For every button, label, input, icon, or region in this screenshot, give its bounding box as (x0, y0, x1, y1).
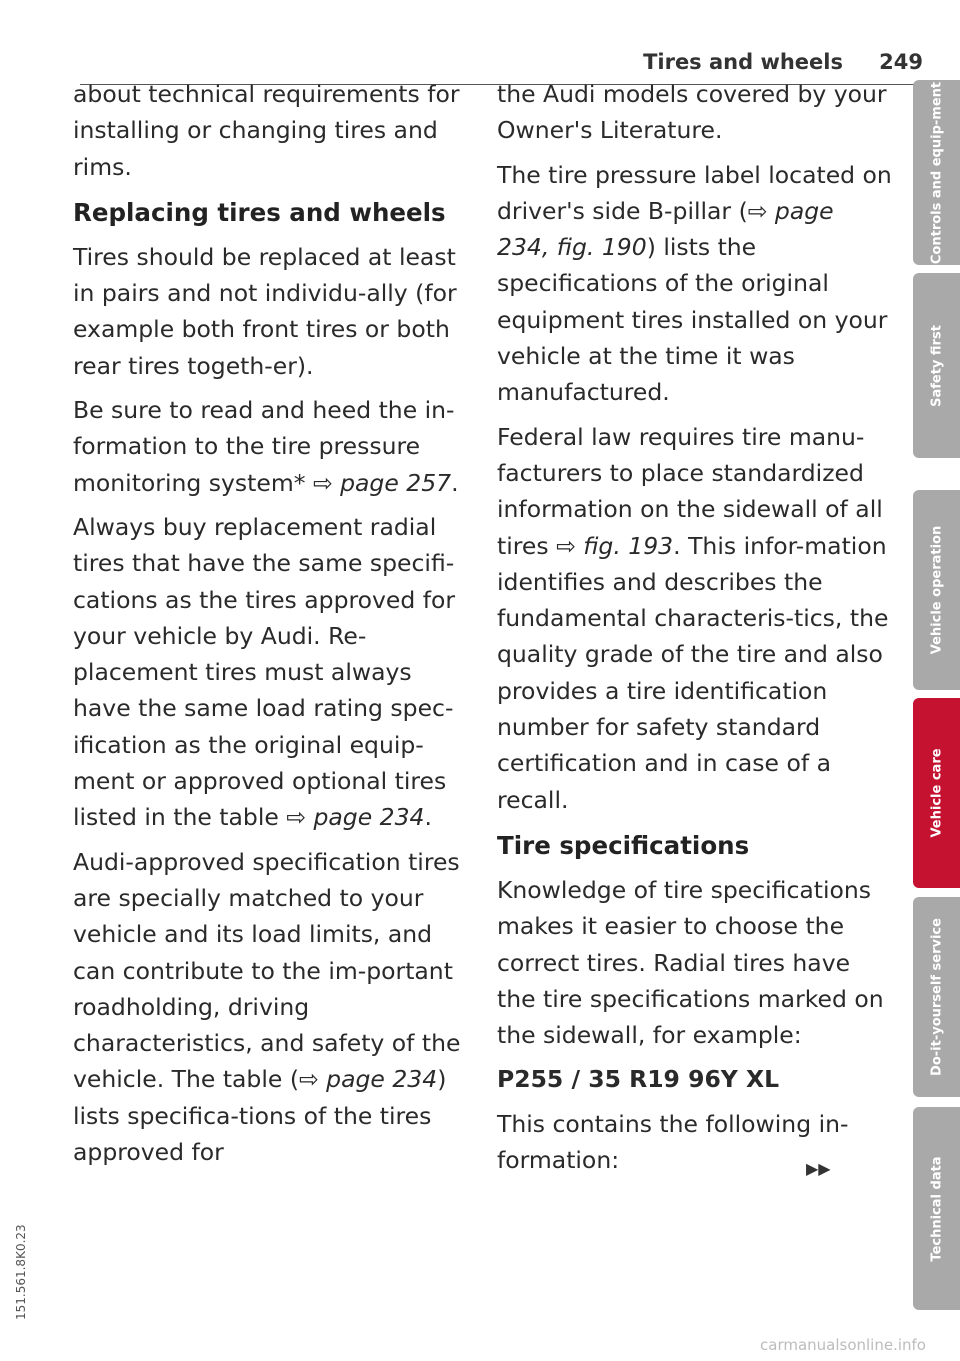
left-column (73, 76, 468, 1178)
tab-label: Safety first (929, 324, 944, 407)
section-title: Tires and wheels (643, 50, 843, 74)
continue-arrow-icon: ▶▶ (806, 1159, 831, 1178)
paragraph: This contains the following in-formation: (497, 1109, 849, 1175)
tab-controls-and-equipment[interactable] (913, 80, 960, 265)
tab-label: Do-it-yourself service (929, 918, 944, 1076)
paragraph: Tires should be replaced at least in pairs and not individu-ally (for example both front tires or both rear tires togeth-er). (73, 242, 457, 380)
tab-label: Vehicle operation (929, 525, 944, 655)
document-code: 151.561.8K0.23 (14, 1224, 28, 1320)
tab-vehicle-care[interactable] (913, 698, 960, 888)
figure-reference-link[interactable]: ⇨ fig. 193 (556, 531, 674, 560)
page-reference-link[interactable]: ⇨ page 234, fig. 190 (497, 196, 834, 262)
heading-tire-specifications: Tire specifications (497, 830, 750, 860)
paragraph: The tire pressure label located on driver's side B-pillar (⇨ page 234, fig. 190) lists the specifications of the original equipment tires installed on your vehicle at the time it was manufactured. (497, 160, 892, 407)
page-reference-link[interactable]: ⇨ page 234 (299, 1065, 438, 1094)
tab-safety-first[interactable] (913, 273, 960, 458)
tab-label: Vehicle care (929, 748, 944, 838)
paragraph: Audi-approved specification tires are specially matched to your vehicle and its load limits, and can contribute to the im-portant roadholding, driving characteristics, and safety of the vehicle. The table (⇨ page 234) lists specifica-tions of the tires approved for (73, 847, 461, 1167)
paragraph: Always buy replacement radial tires that have the same specifi-cations as the tires approved for your vehicle by Audi. Re-placement tires must always have the same load rating spec-ification as the original equip-ment or approved optional tires listed in the table ⇨ page 234. (73, 512, 456, 832)
tab-label: Technical data (929, 1155, 944, 1262)
right-column (497, 76, 892, 1186)
tab-technical-data[interactable] (913, 1107, 960, 1310)
page-reference-link[interactable]: ⇨ page 257 (312, 468, 452, 497)
paragraph: Federal law requires tire manu-facturers to place standardized information on the sidewall of all tires ⇨ fig. 193. This infor-mation identifies and describes the fundamental characteris-tics, the quality grade of the tire and also provides a tire identification number for safety standard certification and in case of a recall. (497, 422, 889, 814)
tab-do-it-yourself-service[interactable] (913, 897, 960, 1097)
page-reference-link[interactable]: ⇨ page 234 (286, 803, 425, 832)
paragraph: about technical requirements for installing or changing tires and rims. (73, 80, 460, 181)
tab-vehicle-operation[interactable] (913, 490, 960, 690)
tire-spec-example: P255 / 35 R19 96Y XL (497, 1065, 780, 1094)
watermark: carmanualsonline.info (760, 1336, 926, 1354)
page-number: 249 (879, 50, 923, 74)
paragraph: Be sure to read and heed the in-formation to the tire pressure monitoring system* ⇨ page 257. (73, 396, 459, 497)
tab-label: Controls and equip-ment (929, 81, 944, 264)
heading-replacing-tires: Replacing tires and wheels (73, 197, 446, 227)
paragraph: Knowledge of tire specifications makes it easier to choose the correct tires. Radial tires have the tire specifications marked on the sidewall, for example: (497, 875, 884, 1050)
paragraph: the Audi models covered by your Owner's Literature. (497, 80, 887, 145)
